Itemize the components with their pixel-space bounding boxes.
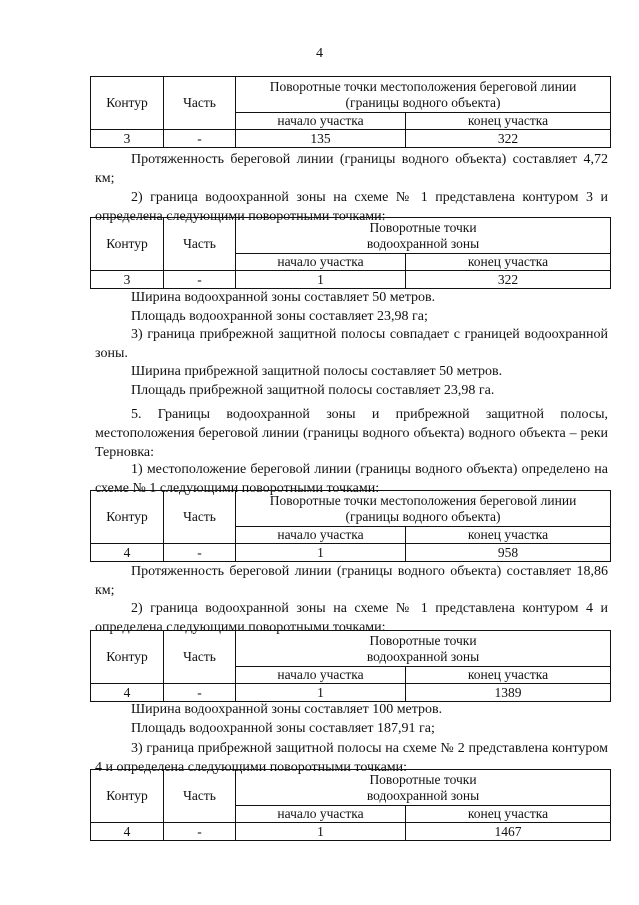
header-end: конец участка [406,254,611,271]
header-start: начало участка [236,113,406,130]
line-zone-area-23-98: Площадь водоохранной зоны составляет 23,98 га; [131,309,428,324]
header-chast: Часть [164,218,236,271]
zone-points-table-kontur-3 [90,217,611,289]
header-kontur: Контур [91,218,164,271]
table-row [91,271,611,289]
header-kontur: Контур [91,631,164,684]
header-chast: Часть [164,631,236,684]
header-start: начало участка [236,527,406,544]
header-chast: Часть [164,491,236,544]
cell-end: 958 [406,544,611,562]
cell-end: 1389 [406,684,611,702]
cell-end: 322 [406,271,611,289]
cell-kontur: 4 [91,544,164,562]
line-zone-width-50: Ширина водоохранной зоны составляет 50 метров. [131,290,436,305]
line-coastal-strip-width-50: Ширина прибрежной защитной полосы составляет 50 метров. [131,364,503,379]
cell-chast: - [164,271,236,289]
cell-chast: - [164,130,236,148]
cell-kontur: 3 [91,130,164,148]
header-shoreline-line1: Поворотные точки местоположения береговой линии [269,78,577,94]
table-row [91,130,611,148]
header-zone-line1: Поворотные точки [369,632,477,648]
header-kontur: Контур [91,770,164,823]
paragraph-zone-kontur-3: 2) граница водоохранной зоны на схеме № 1 представлена контуром 3 и определена следующими поворотными точками: [95,190,608,224]
cell-start: 1 [236,684,406,702]
header-zone-line1: Поворотные точки [369,771,477,787]
header-zone-points [236,218,611,254]
header-zone-line2: водоохранной зоны [366,787,480,803]
header-start: начало участка [236,806,406,823]
shoreline-points-table-kontur-4 [90,490,611,562]
page-number: 4 [316,46,323,61]
cell-kontur: 4 [91,684,164,702]
cell-start: 1 [236,544,406,562]
header-end: конец участка [406,527,611,544]
header-start: начало участка [236,667,406,684]
paragraph-shoreline-length-2: Протяженность береговой линии (границы водного объекта) составляет 18,86 км; [95,564,608,598]
header-zone-line2: водоохранной зоны [366,648,480,664]
header-shoreline-points [236,77,611,113]
header-end: конец участка [406,806,611,823]
header-shoreline-line2: (границы водного объекта) [345,94,501,110]
coastal-strip-points-table-kontur-4 [90,769,611,841]
cell-kontur: 3 [91,271,164,289]
cell-chast: - [164,684,236,702]
cell-kontur: 4 [91,823,164,841]
header-chast: Часть [164,770,236,823]
paragraph-coastal-strip-scheme-2: 3) граница прибрежной защитной полосы на схеме № 2 представлена контуром 4 и определена следующими поворотными точками: [95,741,608,775]
header-end: конец участка [406,667,611,684]
line-zone-width-100: Ширина водоохранной зоны составляет 100 метров. [131,702,443,717]
cell-start: 1 [236,823,406,841]
paragraph-section-5-ternovka: 5. Границы водоохранной зоны и прибрежной защитной полосы, местоположения береговой линии (границы водного объекта) водного объекта – реки Терновка: [95,407,608,460]
cell-start: 1 [236,271,406,289]
shoreline-points-table-kontur-3 [90,76,611,148]
header-zone-points [236,770,611,806]
zone-points-table-kontur-4 [90,630,611,702]
header-zone-line1: Поворотные точки [369,219,477,235]
paragraph-zone-kontur-4: 2) граница водоохранной зоны на схеме № 1 представлена контуром 4 и определена следующими поворотными точками: [95,601,608,635]
table-row [91,823,611,841]
header-zone-line2: водоохранной зоны [366,235,480,251]
cell-chast: - [164,823,236,841]
header-zone-points [236,631,611,667]
paragraph-coastal-strip-coincides: 3) граница прибрежной защитной полосы совпадает с границей водоохранной зоны. [95,327,608,361]
header-kontur: Контур [91,491,164,544]
header-chast: Часть [164,77,236,130]
cell-end: 1467 [406,823,611,841]
line-zone-area-187-91: Площадь водоохранной зоны составляет 187,91 га; [131,721,435,736]
header-start: начало участка [236,254,406,271]
paragraph-shoreline-length-1: Протяженность береговой линии (границы водного объекта) составляет 4,72 км; [95,152,608,186]
header-shoreline-points [236,491,611,527]
table-row [91,544,611,562]
cell-start: 135 [236,130,406,148]
header-kontur: Контур [91,77,164,130]
cell-end: 322 [406,130,611,148]
table-row [91,684,611,702]
header-end: конец участка [406,113,611,130]
line-coastal-strip-area-23-98: Площадь прибрежной защитной полосы составляет 23,98 га. [131,383,495,398]
header-shoreline-line1: Поворотные точки местоположения береговой линии [269,492,577,508]
paragraph-shoreline-scheme-1: 1) местоположение береговой линии (границы водного объекта) определено на схеме № 1 следующими поворотными точками: [95,462,608,496]
cell-chast: - [164,544,236,562]
header-shoreline-line2: (границы водного объекта) [345,508,501,524]
